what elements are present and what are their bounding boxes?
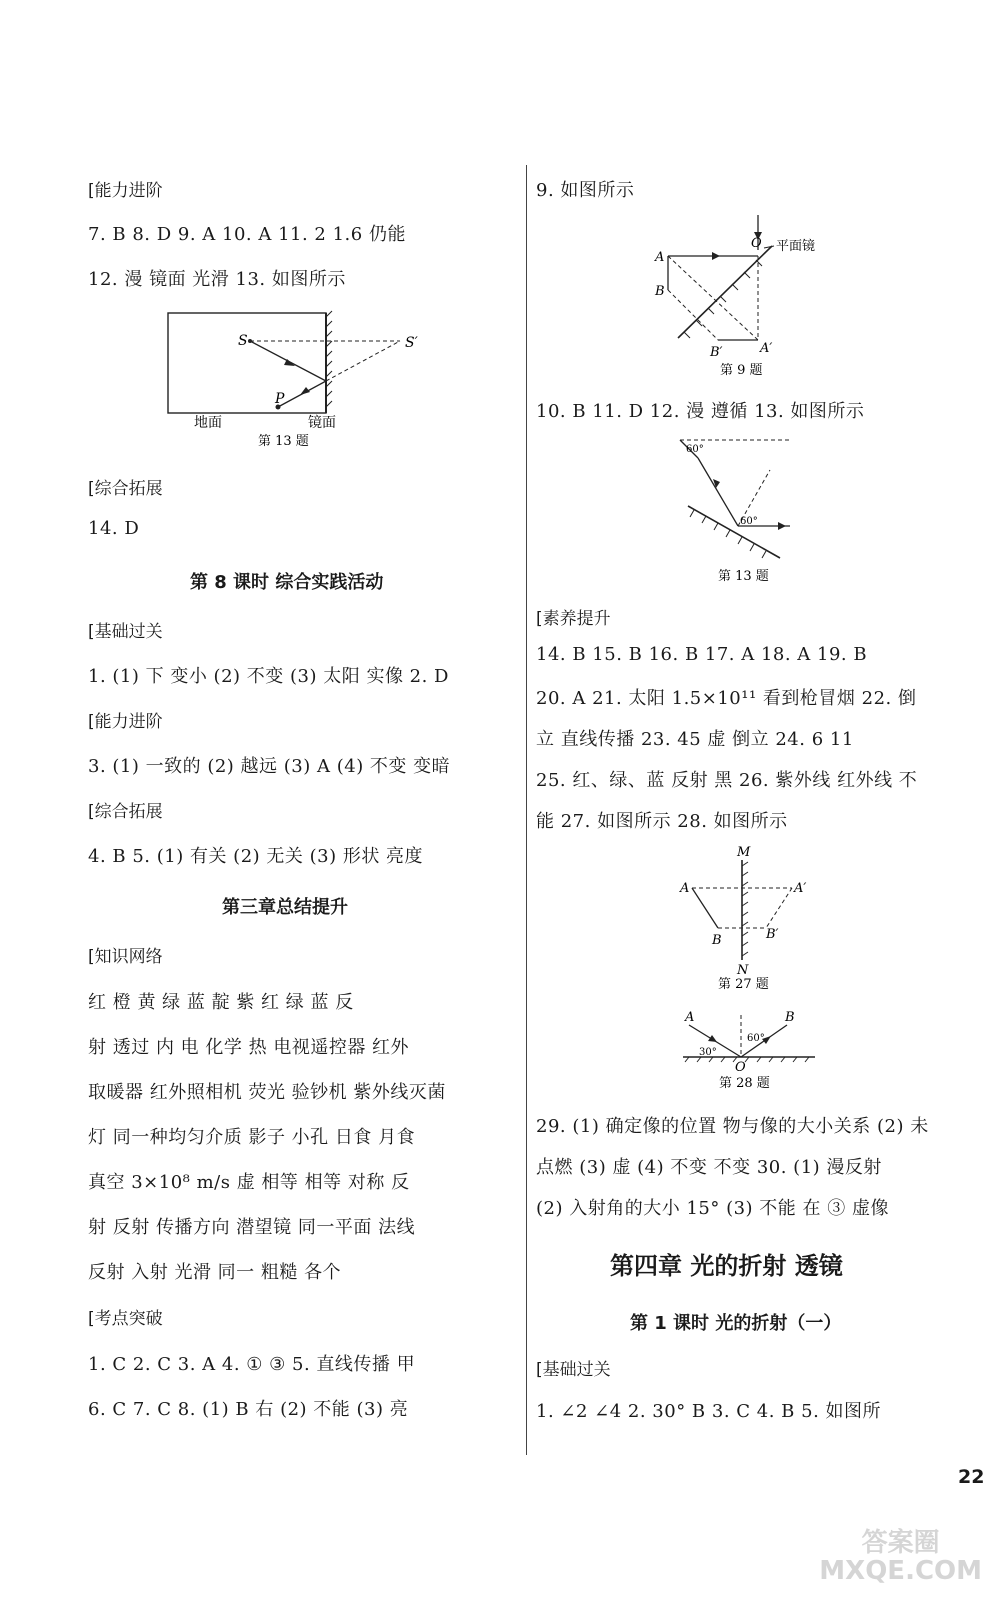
answer-line: 25. 红、绿、蓝 反射 黑 26. 紫外线 红外线 不 [536,770,918,791]
answer-line: 3. (1) 一致的 (2) 越远 (3) A (4) 不变 变暗 [88,756,451,777]
point-P: P [275,391,285,407]
ground-label: 地面 [194,415,222,431]
point-O: O [751,236,762,251]
knowledge-line: 灯 同一种均匀介质 影子 小孔 日食 月食 [88,1127,416,1148]
section-label-basic: [基础过关 [88,622,163,642]
figure-28 [675,1005,825,1095]
mirror-label: 平面镜 [776,239,816,254]
answer-line: 立 直线传播 23. 45 虚 倒立 24. 6 11 [536,729,854,750]
answer-line: 29. (1) 确定像的位置 物与像的大小关系 (2) 未 [536,1116,929,1137]
point-M: M [737,845,751,860]
answer-line: 14. D [88,518,140,539]
angle-label: 60° [740,516,758,527]
column-divider [526,165,527,1455]
section-label-basic: [基础过关 [536,1360,611,1380]
figure-caption: 第 13 题 [258,434,309,449]
point-S-prime: S′ [405,335,418,351]
answer-line: 7. B 8. D 9. A 10. A 11. 2 1.6 仍能 [88,224,406,245]
point-B-prime: B′ [710,345,723,360]
section-label-ability: [能力进阶 [88,181,163,201]
point-S: S [238,333,248,349]
figure-13-right [670,430,820,590]
point-N: N [737,963,749,978]
angle-label: 60° [686,444,704,455]
answer-line: 点燃 (3) 虚 (4) 不变 不变 30. (1) 漫反射 [536,1157,882,1178]
knowledge-line: 取暖器 红外照相机 荧光 验钞机 紫外线灭菌 [88,1082,446,1103]
answer-line: (2) 入射角的大小 15° (3) 不能 在 ③ 虚像 [536,1198,889,1219]
figure-caption: 第 27 题 [718,977,769,992]
answer-line: 6. C 7. C 8. (1) B 右 (2) 不能 (3) 亮 [88,1399,409,1420]
knowledge-line: 反射 入射 光滑 同一 粗糙 各个 [88,1262,342,1283]
knowledge-line: 红 橙 黄 绿 蓝 靛 紫 红 绿 蓝 反 [88,992,354,1013]
lesson-1-title: 第 1 课时 光的折射（一） [630,1313,842,1334]
knowledge-line: 真空 3×10⁸ m/s 虚 相等 相等 对称 反 [88,1172,410,1193]
section-label-literacy: [素养提升 [536,609,611,629]
figure-caption: 第 13 题 [718,569,769,584]
angle-label: 60° [747,1033,765,1044]
section-label-knowledge: [知识网络 [88,947,163,967]
knowledge-line: 射 透过 内 电 化学 热 电视遥控器 红外 [88,1037,410,1058]
answer-line: 14. B 15. B 16. B 17. A 18. A 19. B [536,644,868,665]
watermark-line2: MXQE.COM [819,1556,982,1587]
point-B: B [785,1010,795,1025]
answer-line: 4. B 5. (1) 有关 (2) 无关 (3) 形状 亮度 [88,846,424,867]
answer-line: 12. 漫 镜面 光滑 13. 如图所示 [88,269,346,290]
answer-line: 能 27. 如图所示 28. 如图所示 [536,811,788,832]
figure-13-left [160,305,430,455]
point-B: B [655,284,665,299]
watermark-line1: 答案圈 [861,1527,940,1558]
answer-line: 1. C 2. C 3. A 4. ① ③ 5. 直线传播 甲 [88,1354,416,1375]
answer-line: 1. ∠2 ∠4 2. 30° B 3. C 4. B 5. 如图所 [536,1401,882,1422]
angle-label: 30° [699,1047,717,1058]
point-B: B [712,933,722,948]
section-label-extend: [综合拓展 [88,802,163,822]
figure-9 [650,210,850,385]
answer-line: 10. B 11. D 12. 漫 遵循 13. 如图所示 [536,401,865,422]
chapter-4-title: 第四章 光的折射 透镜 [610,1252,843,1280]
point-A-prime: A′ [794,881,807,896]
point-A-prime: A′ [760,341,773,356]
answer-line: 20. A 21. 太阳 1.5×10¹¹ 看到枪冒烟 22. 倒 [536,688,917,709]
page-number: 22 [958,1466,985,1488]
section-label-extend: [综合拓展 [88,479,163,499]
figure-caption: 第 28 题 [719,1076,770,1091]
knowledge-line: 射 反射 传播方向 潜望镜 同一平面 法线 [88,1217,416,1238]
figure-caption: 第 9 题 [720,363,763,378]
point-O: O [735,1060,746,1075]
point-B-prime: B′ [766,927,779,942]
lesson-8-title: 第 8 课时 综合实践活动 [190,572,384,593]
mirror-label: 镜面 [308,415,336,431]
figure-27 [670,842,820,992]
section-label-key-points: [考点突破 [88,1309,163,1329]
answer-line: 1. (1) 下 变小 (2) 不变 (3) 太阳 实像 2. D [88,666,449,687]
point-A: A [685,1010,695,1025]
point-A: A [655,250,665,265]
answer-line: 9. 如图所示 [536,180,635,201]
section-label-ability: [能力进阶 [88,712,163,732]
watermark [819,1529,982,1586]
chapter-3-summary-title: 第三章总结提升 [222,897,348,918]
point-A: A [680,881,690,896]
